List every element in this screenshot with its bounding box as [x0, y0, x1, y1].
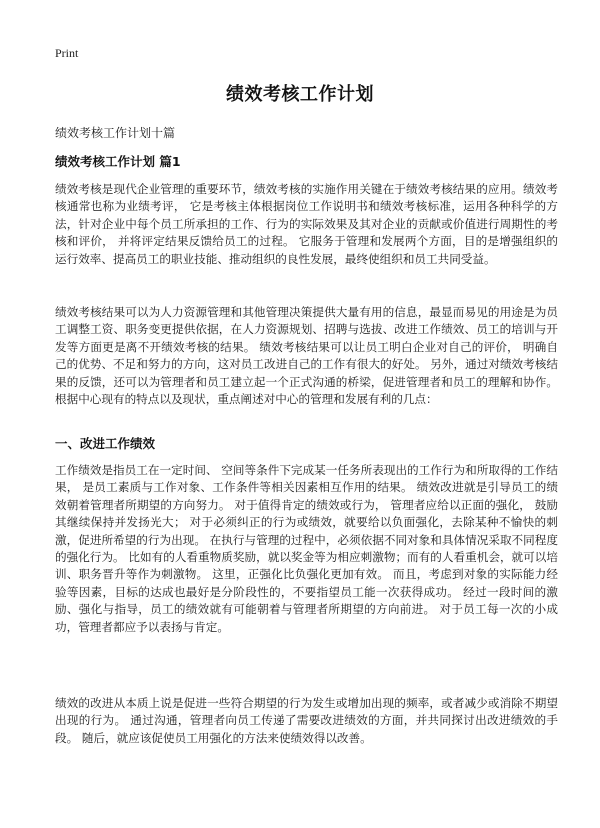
paragraph-1: 绩效考核是现代企业管理的重要环节，绩效考核的实施作用关键在于绩效考核结果的应用。绩效考核通常也称为业绩考评， 它是考核主体根据岗位工作说明书和绩效考核标准，运用各种科学的方法，针对企业中每个员工所承担的工作、行为的实际效果及其对企业的贡献或价值进行周期性的考核和评价， 并将评定结果反馈给员工的过程。 它服务于管理和发展两个方面，目的是增强组织的运行效率、提高员工的职业技能、推动组织的良性发展，最终使组织和员工共同受益。 — [55, 182, 558, 266]
page-title: 绩效考核工作计划 — [226, 84, 374, 105]
document-subtitle: 绩效考核工作计划十篇 — [55, 126, 176, 140]
print-link[interactable]: Print — [55, 46, 79, 60]
paragraph-3: 工作绩效是指员工在一定时间、 空间等条件下完成某一任务所表现出的工作行为和所取得的工作结果， 是员工素质与工作对象、工作条件等相关因素相互作用的结果。 绩效改进就是引导员工的绩效朝着管理者所期望的方向努力。 对于值得肯定的绩效或行为， 管理者应给以正面的强化， 鼓励其继续保持并发扬光大； 对于必须纠正的行为或绩效，就要给以负面强化，去除某种不愉快的刺激，促进所希望的行为出现。 在执行与管理的过程中，必须依据不同对象和具体情况采取不同程度的强化行为。 比如有的人看重物质奖励，就以奖金等为相应刺激物；而有的人看重机会，就可以培训、职务晋升等作为刺激物。 这里，正强化比负强化更加有效。 而且，考虑到对象的实际能力经验等因素，目标的达成也最好是分阶段性的，不要指望员工能一次获得成功。 经过一段时间的激励、强化与指导，员工的绩效就有可能朝着与管理者所期望的方向前进。 对于员工每一次的小成功，管理者都应予以表扬与肯定。 — [55, 463, 558, 634]
section-heading-improve-performance: 一、改进工作绩效 — [55, 436, 156, 451]
paragraph-2: 绩效考核结果可以为人力资源管理和其他管理决策提供大量有用的信息，最显而易见的用途是为员工调整工资、职务变更提供依据，在人力资源规划、招聘与选拔、改进工作绩效、员工的培训与开发等方面更是离不开绩效考核的结果。 绩效考核结果可以让员工明白企业对自己的评价， 明确自己的优势、不足和努力的方向，这对员工改进自己的工作有很大的好处。 另外，通过对绩效考核结果的反馈，还可以为管理者和员工建立起一个正式沟通的桥梁，促进管理者和员工的理解和协作。根据中心现有的特点以及现状，重点阐述对中心的管理和发展有利的几点： — [55, 305, 558, 407]
paragraph-4: 绩效的改进从本质上说是促进一些符合期望的行为发生或增加出现的频率，或者减少或消除不期望出现的行为。 通过沟通，管理者向员工传递了需要改进绩效的方面，并共同探讨出改进绩效的手段。 随后，就应该促使员工用强化的方法来使绩效得以改善。 — [55, 696, 558, 745]
article-heading: 绩效考核工作计划 篇1 — [55, 154, 181, 169]
